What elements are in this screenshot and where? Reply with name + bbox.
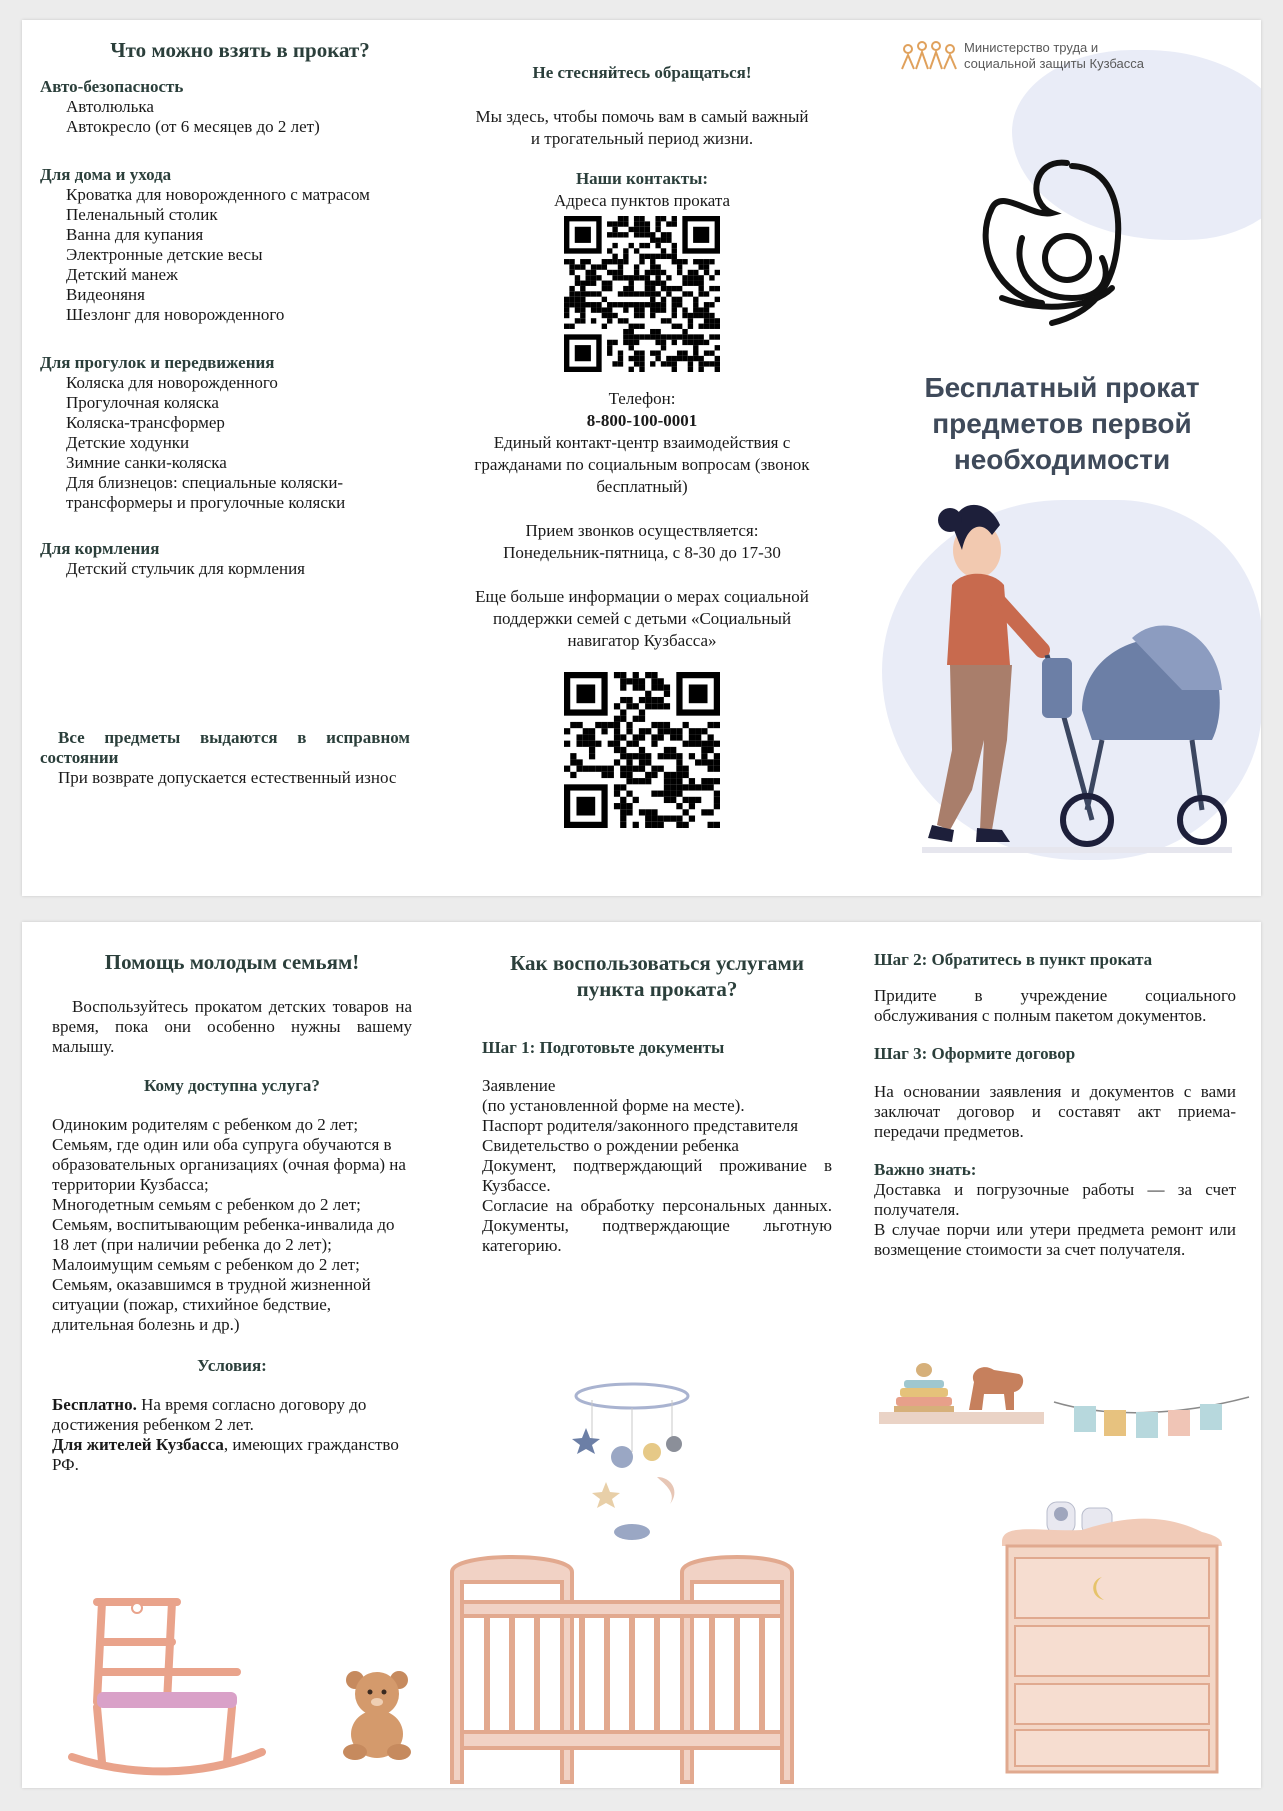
phone-number[interactable]: 8-800-100-0001 (586, 411, 698, 430)
who-heading: Кому доступна услуга? (144, 1076, 320, 1095)
condition-1-text: На время согласно договору до достижения ребенком 2 лет. (52, 1395, 367, 1434)
category-heading: Авто-безопасность (40, 77, 184, 96)
condition-1 (52, 1395, 412, 1435)
teddy-bear-illustration (337, 1662, 417, 1762)
note-heading: Все предметы выдаются в исправном состоянии (40, 728, 410, 767)
list-item: Заявление (482, 1076, 556, 1095)
step3-heading: Шаг 3: Оформите договор (874, 1044, 1076, 1063)
list-item: Свидетельство о рождении ребенка (482, 1136, 739, 1155)
condition-2-bold: Для жителей Кузбасса (52, 1435, 224, 1454)
list-item: Многодетным семьям с ребенком до 2 лет; (52, 1195, 361, 1214)
step1-heading: Шаг 1: Подготовьте документы (482, 1038, 725, 1057)
category-list (40, 77, 430, 579)
list-item: Электронные детские весы (66, 245, 263, 264)
list-item: Детский стульчик для кормления (66, 559, 305, 578)
category-block (40, 353, 430, 513)
list-item: Прогулочная коляска (66, 393, 219, 412)
category-block (40, 165, 430, 325)
condition-note (40, 728, 410, 788)
qr-code-navigator[interactable] (564, 672, 720, 828)
family-logo-icon (900, 41, 958, 71)
step2-heading: Шаг 2: Обратитесь в пункт проката (874, 950, 1153, 969)
category-items (40, 559, 430, 579)
step2-text: Придите в учреждение социального обслуживания с полным пакетом документов. (874, 986, 1236, 1025)
list-item: Паспорт родителя/законного представителя (482, 1116, 799, 1135)
panel-how-to (482, 950, 832, 1256)
list-item: Видеоняня (66, 285, 145, 304)
documents-list (482, 1076, 832, 1256)
qr-code-addresses[interactable] (564, 216, 720, 372)
intro-text: Воспользуйтесь прокатом детских товаров на время, пока они особенно нужны вашему малышу. (52, 997, 412, 1056)
rocking-chair-illustration (62, 1582, 272, 1782)
important-heading: Важно знать: (874, 1160, 977, 1179)
important-1: Доставка и погрузочные работы — за счет получателя. (874, 1180, 1236, 1219)
condition-2 (52, 1435, 412, 1475)
crib-illustration (442, 1542, 802, 1788)
list-item: Пеленальный столик (66, 205, 218, 224)
list-item: Согласие на обработку персональных данных. Документы, подтверждающие льготную категорию. (482, 1196, 832, 1255)
shelf-with-toys-illustration (874, 1332, 1254, 1452)
list-item: Ванна для купания (66, 225, 204, 244)
list-item: Семьям, где один или оба супруга обучаются в образовательных организациях (очная форма) на территории Кузбасса; (52, 1135, 406, 1194)
panel-title: Что можно взять в прокат? (110, 38, 370, 62)
category-heading: Для дома и ухода (40, 165, 172, 184)
phone-description: Единый контакт-центр взаимодействия с гражданами по социальным вопросам (звонок бесплатный) (474, 433, 810, 496)
ministry-logo (900, 40, 1144, 72)
ministry-line2: социальной защиты Кузбасса (964, 56, 1145, 71)
brochure-outside (22, 20, 1261, 896)
list-item: Детский манеж (66, 265, 178, 284)
condition-1-bold: Бесплатно. (52, 1395, 137, 1414)
hours-value: Понедельник-пятница, с 8-30 до 17-30 (503, 543, 781, 562)
panel-cover (862, 20, 1261, 896)
ministry-line1: Министерство труда и (964, 40, 1099, 55)
list-item: Коляска-трансформер (66, 413, 225, 432)
eligibility-list (52, 1115, 412, 1335)
panel-contacts (472, 62, 812, 828)
list-item: Автокресло (от 6 месяцев до 2 лет) (66, 117, 320, 136)
baby-mobile-illustration (562, 1382, 702, 1562)
list-item: Для близнецов: специальные коляски-трансформеры и прогулочные коляски (66, 473, 346, 512)
list-item: Одиноким родителям с ребенком до 2 лет; (52, 1115, 359, 1134)
list-item: Автолюлька (66, 97, 154, 116)
more-info: Еще больше информации о мерах социальной поддержки семей с детьми «Социальный навигатор Кузбасса» (475, 587, 809, 650)
category-items (40, 185, 430, 325)
cover-title: Бесплатный прокат предметов первой необходимости (924, 372, 1200, 475)
list-item: Семьям, воспитывающим ребенка-инвалида до 18 лет (при наличии ребенка до 2 лет); (52, 1215, 395, 1254)
conditions-heading: Условия: (197, 1356, 267, 1375)
dresser-illustration (982, 1462, 1242, 1782)
list-item: (по установленной форме на месте). (482, 1096, 745, 1115)
step3-text: На основании заявления и документов с вами заключат договор и составят акт приема-передачи предметов. (874, 1082, 1236, 1141)
note-text: При возврате допускается естественный износ (58, 768, 397, 787)
mother-with-stroller-illustration (892, 490, 1232, 890)
list-item: Детские ходунки (66, 433, 190, 452)
brochure-inside (22, 922, 1261, 1788)
list-item: Семьям, оказавшимся в трудной жизненной ситуации (пожар, стихийное бедствие, длительная болезнь и др.) (52, 1275, 371, 1334)
category-items (40, 373, 430, 513)
list-item: Кроватка для новорожденного с матрасом (66, 185, 370, 204)
list-item: Коляска для новорожденного (66, 373, 278, 392)
addresses-label: Адреса пунктов проката (553, 191, 731, 210)
panel-steps (874, 950, 1236, 1260)
list-item: Зимние санки-коляска (66, 453, 227, 472)
contacts-heading: Наши контакты: (575, 169, 709, 188)
category-block (40, 539, 430, 579)
category-block (40, 77, 430, 137)
contact-intro: Мы здесь, чтобы помочь вам в самый важный и трогательный период жизни. (475, 107, 809, 148)
contact-heading: Не стесняйтесь обращаться! (532, 63, 752, 82)
category-heading: Для прогулок и передвижения (40, 353, 275, 372)
category-items (40, 97, 430, 137)
panel-young-families (52, 950, 412, 1475)
list-item: Малоимущим семьям с ребенком до 2 лет; (52, 1255, 360, 1274)
list-item: Шезлонг для новорожденного (66, 305, 285, 324)
category-heading: Для кормления (40, 539, 160, 558)
important-2: В случае порчи или утери предмета ремонт или возмещение стоимости за счет получателя. (874, 1220, 1236, 1259)
hours-label: Прием звонков осуществляется: (525, 521, 759, 540)
mother-child-icon (972, 148, 1142, 348)
panel-rental-items (40, 38, 430, 787)
panel-title: Как воспользоваться услугами пункта проката? (510, 951, 804, 1001)
panel-title: Помощь молодым семьям! (104, 950, 360, 974)
condition-2-text: , имеющих гражданство РФ. (52, 1435, 399, 1474)
list-item: Документ, подтверждающий проживание в Кузбассе. (482, 1156, 832, 1195)
phone-label: Телефон: (608, 389, 676, 408)
